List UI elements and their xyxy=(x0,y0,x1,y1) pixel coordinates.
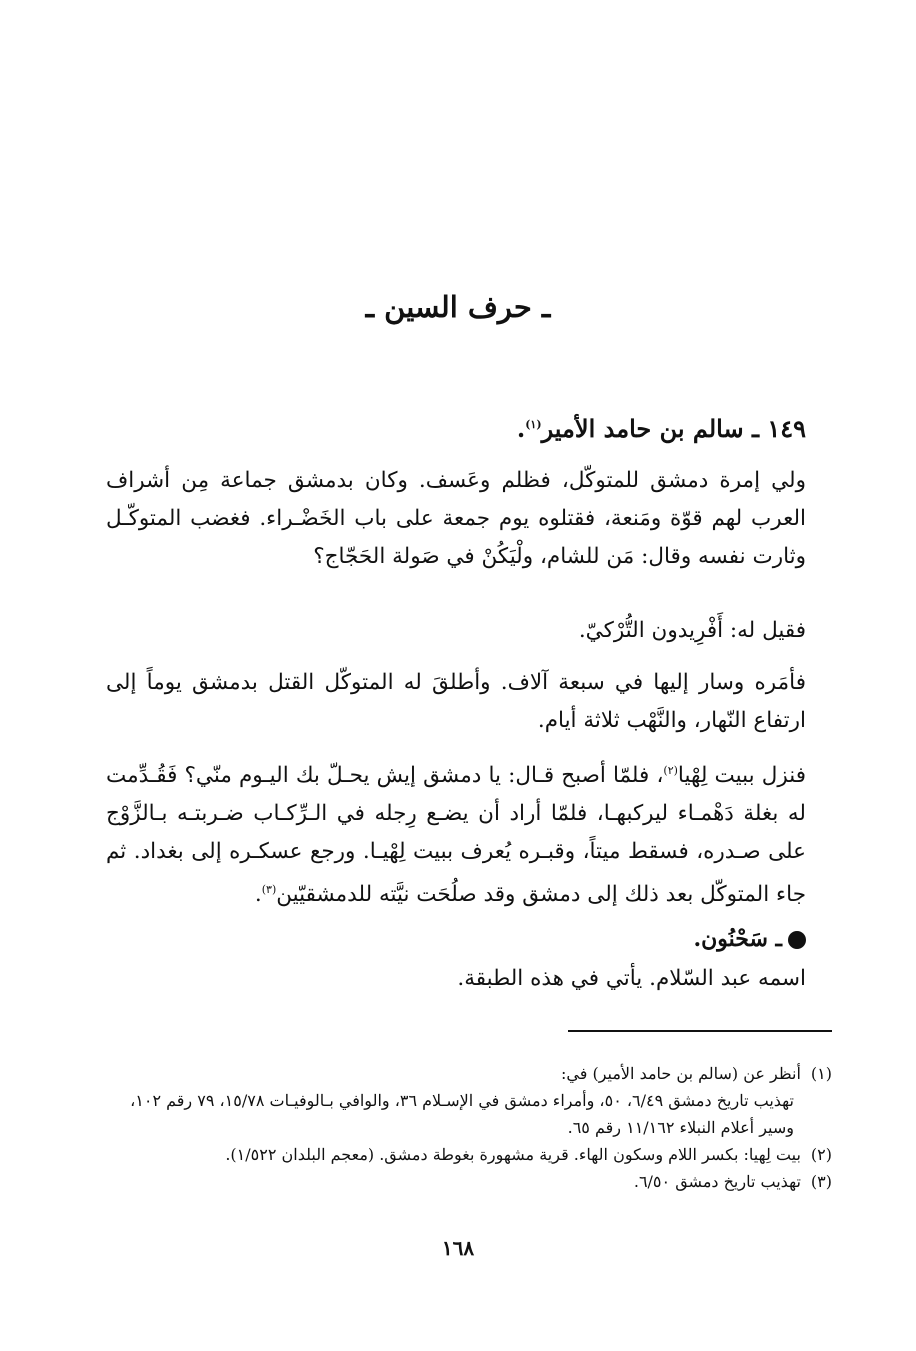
paragraph-3: فأمَره وسار إليها في سبعة آلاف. وأطلقَ له المتوكّل القتل بدمشق يوماً إلى ارتفاع النّهار، والنَّهْب ثلاثة أيام. xyxy=(106,670,806,733)
footnote-2-number: (٢) xyxy=(810,1145,832,1164)
paragraph-1: ولي إمرة دمشق للمتوكّل، فظلم وعَسف. وكان بدمشق جماعة مِن أشراف العرب لهم قوّة ومَنعة، فقتلوه يوم جمعة على باب الخَضْـراء. فغضب المتوكّـل وثارت نفسه وقال: مَن للشام، ولْيَكُنْ في صَولة الحَجّاج؟ xyxy=(106,468,806,569)
paragraph-4-body: ، فلمّا أصبح قـال: يا دمشق إيش يحـلّ بك اليـوم منّي؟ فَقُـدِّمت له بغلة دَهْمـاء ليركبهـا، فلمّا أراد أن يضـع رِجله في الـرِّكـاب ضـربتـه بـالزَّوْج على صـدره، فسقط ميتاً، وقبـره يُعرف ببيت لِهْيـا. ورجع عسكـره إلى بغداد. ثم جاء المتوكّل بعد ذلك إلى دمشق وقد صلُحَت نيَّته للدمشقيّين xyxy=(106,763,806,908)
sub-entry-heading xyxy=(106,922,806,956)
footnote-1-line1: أنظر عن (سالم بن حامد الأمير) في: xyxy=(560,1064,801,1083)
footnote-1-number: (١) xyxy=(810,1064,832,1083)
paragraph-2: فقيل له: أَفْرِيدون التُّرْكيّ. xyxy=(578,618,806,643)
footnote-2-text: بيت لِهيا: بكسر اللام وسكون الهاء. قرية مشهورة بغوطة دمشق. (معجم البلدان ١/٥٢٢). xyxy=(225,1145,801,1164)
entry-heading-text: ١٤٩ ـ سالم بن حامد الأمير xyxy=(541,414,806,443)
footnote-divider xyxy=(568,1030,832,1032)
sub-entry-text: اسمه عبد السّلام. يأتي في هذه الطبقة. xyxy=(457,966,806,991)
footnote-3 xyxy=(102,1168,832,1195)
paragraph-4-tail: . xyxy=(254,882,262,908)
footnote-3-text: تهذيب تاريخ دمشق ٦/٥٠. xyxy=(633,1172,801,1191)
entry-heading xyxy=(106,410,806,444)
footnotes xyxy=(102,1060,832,1195)
footnote-1 xyxy=(102,1060,832,1087)
entry-heading-tail: . xyxy=(516,414,526,443)
paragraph-4-start: فنزل ببيت لِهْيا xyxy=(677,763,806,789)
footnote-ref-3: (٣) xyxy=(261,883,277,897)
sub-entry-heading-text: ـ سَحْنُون. xyxy=(693,926,782,952)
footnote-2 xyxy=(102,1141,832,1168)
chapter-title: ـ حرف السين ـ xyxy=(365,290,551,324)
footnote-3-number: (٣) xyxy=(810,1172,832,1191)
footnote-ref-2: (٢) xyxy=(663,764,678,777)
paragraph-4 xyxy=(106,752,806,914)
page-number: ١٦٨ xyxy=(441,1236,475,1260)
footnote-ref-1: (١) xyxy=(525,418,542,431)
footnote-1-line2: تهذيب تاريخ دمشق ٦/٤٩، ٥٠، وأمراء دمشق في الإسـلام ٣٦، والوافي بـالوفيـات ١٥/٧٨، ٧٩ رقم ١٠٢، وسير أعلام النبلاء ١١/١٦٢ رقم ٦٥. xyxy=(130,1091,794,1137)
bullet-icon xyxy=(788,931,806,949)
